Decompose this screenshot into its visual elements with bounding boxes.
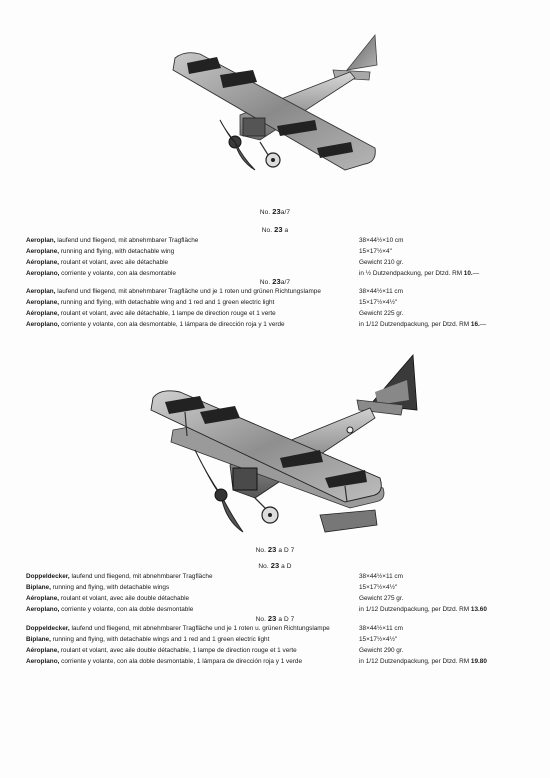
figure-caption-2: [0, 545, 550, 554]
row-text: corriente y volante, con ala desmontable, 1 lámpara de dirección roja y 1 verde: [59, 321, 285, 328]
row-spec: [359, 646, 403, 656]
spec-text: 38×44½×11 cm: [359, 625, 403, 632]
row-term: Aéroplane,: [26, 259, 60, 266]
row-text: running and flying, with detachable wings and 1 red and 1 green electric light: [50, 636, 270, 643]
heading-suffix: a/7: [280, 279, 291, 286]
row-term: Aeroplano,: [26, 270, 60, 277]
heading-prefix: No.: [258, 563, 269, 570]
row-term: Aeroplano,: [26, 606, 60, 613]
heading-prefix: No.: [259, 279, 271, 286]
spec-text: in 1/12 Dutzendpackung, per Dtzd. RM: [359, 658, 471, 665]
spec-price: 16.: [470, 321, 480, 328]
product-row: [26, 594, 526, 604]
product-row: [26, 320, 526, 330]
spec-text: 38×44½×11 cm: [359, 288, 403, 295]
caption-suffix: a D 7: [278, 547, 295, 554]
row-spec: [359, 624, 403, 634]
row-spec: [359, 309, 403, 319]
spec-text: in 1/12 Dutzendpackung, per Dtzd. RM: [359, 321, 471, 328]
row-description: [26, 583, 169, 593]
row-text: roulant et volant, avec aile détachable: [59, 259, 169, 266]
spec-price: 13.60: [470, 606, 487, 613]
row-spec: [359, 594, 403, 604]
row-term: Aeroplano,: [26, 658, 60, 665]
heading-suffix: a D 7: [278, 616, 295, 623]
heading-number: 23: [267, 614, 277, 623]
row-text: running and flying, with detachable wings: [50, 584, 170, 591]
product-row: [26, 572, 526, 582]
group-heading: [0, 277, 550, 286]
row-text: corriente y volante, con ala doble desmontable, 1 lámpara de dirección roja y 1 verde: [59, 658, 303, 665]
spec-text: Gewicht 225 gr.: [359, 310, 404, 317]
row-text: running and flying, with detachable wing: [59, 248, 175, 255]
product-row: [26, 298, 526, 308]
row-term: Aeroplane,: [26, 248, 60, 255]
row-description: [26, 247, 174, 257]
row-text: corriente y volante, con ala doble desmontable: [59, 606, 194, 613]
row-term: Aéroplane,: [26, 310, 60, 317]
row-spec: [359, 320, 486, 330]
caption-number: 23: [267, 545, 277, 554]
row-spec: [359, 635, 397, 645]
row-description: [26, 298, 274, 308]
row-description: [26, 624, 330, 634]
caption-suffix: a/7: [280, 209, 291, 216]
row-spec: [359, 583, 397, 593]
spec-text: 15×17½×4": [359, 248, 392, 255]
product-row: [26, 657, 526, 667]
row-spec: [359, 657, 487, 667]
row-description: [26, 635, 269, 645]
product-row: [26, 635, 526, 645]
spec-text: in 1/12 Dutzendpackung, per Dtzd. RM: [359, 606, 471, 613]
spec-text: 38×44½×11 cm: [359, 573, 403, 580]
row-description: [26, 309, 276, 319]
spec-suffix: —: [472, 270, 480, 277]
figure-caption-1: [0, 207, 550, 216]
row-term: Aeroplan,: [26, 288, 56, 295]
row-text: roulant et volant, avec aile double détachable: [59, 595, 190, 602]
row-term: Doppeldecker,: [26, 573, 70, 580]
row-description: [26, 646, 297, 656]
spec-text: Gewicht 210 gr.: [359, 259, 404, 266]
group-heading: [0, 225, 550, 234]
product-row: [26, 247, 526, 257]
product-row: [26, 236, 526, 246]
row-description: [26, 287, 321, 297]
monoplane-illustration: [165, 30, 395, 180]
caption-number: 23: [272, 207, 281, 216]
caption-prefix: No.: [255, 547, 266, 554]
heading-suffix: a D: [281, 563, 292, 570]
row-spec: [359, 298, 397, 308]
row-text: laufend und fliegend, mit abnehmbarer Tragfläche: [69, 573, 213, 580]
product-row: [26, 258, 526, 268]
row-text: roulant et volant, avec aile double détachable, 1 lampe de direction rouge et 1 verte: [59, 647, 297, 654]
row-text: corriente y volante, con ala desmontable: [59, 270, 176, 277]
group-heading: [0, 614, 550, 623]
spec-price: 19.80: [470, 658, 487, 665]
row-text: laufend und fliegend, mit abnehmbarer Tragfläche: [55, 237, 199, 244]
caption-prefix: No.: [259, 209, 271, 216]
row-text: laufend und fliegend, mit abnehmbarer Tragfläche und je 1 roten und grünen Richtungslampe: [55, 288, 321, 295]
row-spec: [359, 287, 403, 297]
spec-text: 38×44½×10 cm: [359, 237, 404, 244]
heading-number: 23: [272, 277, 281, 286]
row-term: Aeroplano,: [26, 321, 60, 328]
spec-suffix: —: [479, 321, 487, 328]
product-row: [26, 624, 526, 634]
row-spec: [359, 236, 403, 246]
row-spec: [359, 258, 403, 268]
spec-text: 15×17½×4½": [359, 636, 398, 643]
biplane-illustration: [145, 350, 420, 540]
row-description: [26, 258, 168, 268]
heading-suffix: a: [284, 227, 289, 234]
row-description: [26, 572, 213, 582]
row-term: Aéroplane,: [26, 595, 60, 602]
heading-prefix: No.: [255, 616, 266, 623]
row-term: Biplane,: [26, 584, 51, 591]
group-heading: [0, 561, 550, 570]
heading-number: 23: [270, 561, 280, 570]
row-term: Doppeldecker,: [26, 625, 70, 632]
row-description: [26, 236, 198, 246]
row-term: Biplane,: [26, 636, 51, 643]
row-term: Aeroplane,: [26, 299, 60, 306]
spec-text: Gewicht 290 gr.: [359, 647, 404, 654]
product-row: [26, 287, 526, 297]
product-row: [26, 309, 526, 319]
row-description: [26, 657, 302, 667]
row-text: running and flying, with detachable wing and 1 red and 1 green electric light: [59, 299, 275, 306]
spec-price: 10.: [463, 270, 473, 277]
row-term: Aéroplane,: [26, 647, 60, 654]
heading-number: 23: [274, 225, 283, 234]
row-spec: [359, 247, 392, 257]
spec-text: 15×17½×4½": [359, 584, 398, 591]
product-row: [26, 583, 526, 593]
row-term: Aeroplan,: [26, 237, 56, 244]
spec-text: 15×17½×4½": [359, 299, 398, 306]
product-row: [26, 646, 526, 656]
heading-prefix: No.: [261, 227, 273, 234]
row-text: roulant et volant, avec aile détachable, 1 lampe de direction rouge et 1 verte: [59, 310, 276, 317]
row-description: [26, 320, 285, 330]
row-text: laufend und fliegend, mit abnehmbarer Tragfläche und je 1 roten u. grünen Richtungslampe: [69, 625, 330, 632]
spec-text: Gewicht 275 gr.: [359, 595, 404, 602]
spec-text: in ½ Dutzendpackung, per Dtzd. RM: [359, 270, 464, 277]
row-spec: [359, 572, 403, 582]
row-description: [26, 594, 189, 604]
